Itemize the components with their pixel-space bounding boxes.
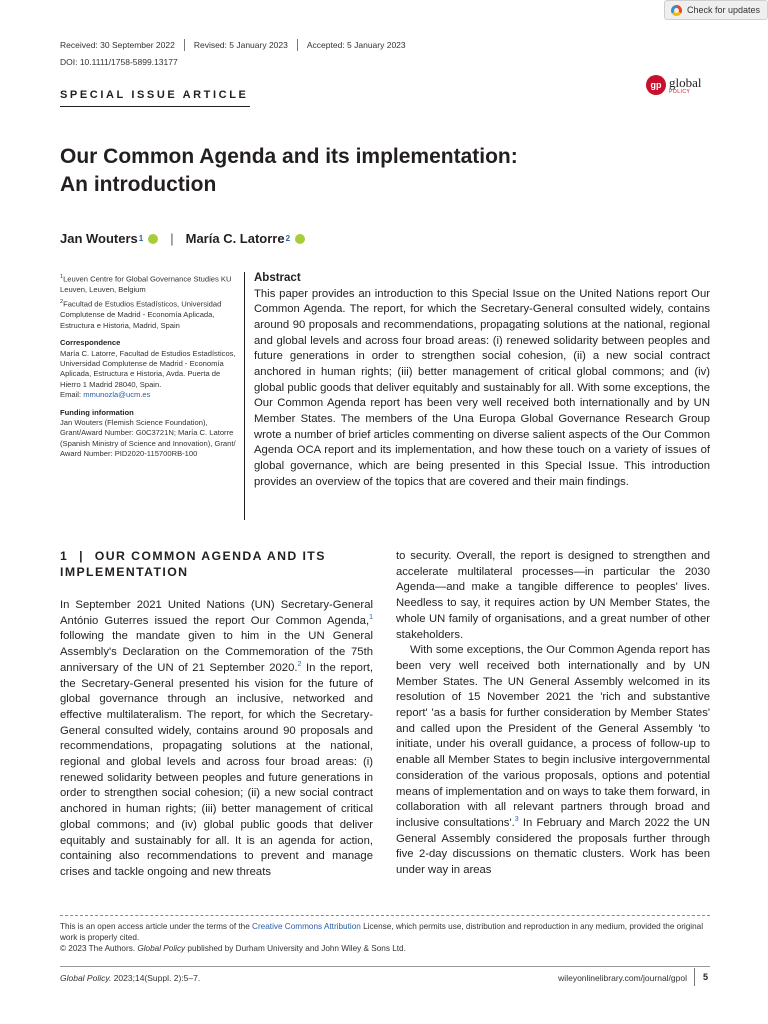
affiliation <box>60 272 238 295</box>
funding-heading: Funding information <box>60 407 134 417</box>
author-affiliation-sup: 1 <box>138 234 144 243</box>
affiliation <box>60 297 238 331</box>
footnote-ref[interactable]: 3 <box>514 816 519 824</box>
paragraph <box>396 549 710 643</box>
copyright-line <box>60 943 720 954</box>
email-link[interactable]: mmunozla@ucm.es <box>83 390 151 400</box>
logo-word: global <box>669 74 702 90</box>
affiliation-sup: 2 <box>60 299 64 306</box>
license-line <box>60 921 720 943</box>
abstract-text: This paper provides an introduction to this Special Issue on the United Nations report Our Common Agenda. The report, for which the Secretary-General consulted widely, contains around 90 proposals and recommendations, propagating solutions at the national, regional and global levels and across four broad areas: (i) renewed solidarity between peoples and future generations in order to strengthen social cohesion, (ii) a new social contract anchored in human rights; (iii) better management of critical global commons; and (iv) global public goods that deliver equitably and sustainably for all. With some exceptions, the Our Common Agenda report has been very well received both internationally and by UN Member States. The members of the Una Europa Global Governance Research Group wrote a number of brief articles commenting on diverse salient aspects of the Our Common Agenda OCA report and its implementation, and how these touch on a variety of issues of global governance, which are being presented in this Special Issue. This introduction provides an overview of the topics that are covered and their main findings. <box>254 287 710 488</box>
paragraph <box>396 643 710 879</box>
crossmark-icon <box>671 5 682 16</box>
affiliation-text: Leuven Centre for Global Governance Studies KU Leuven, Leuven, Belgium <box>60 274 232 294</box>
section-title: OUR COMMON AGENDA AND ITS IMPLEMENTATION <box>60 549 326 579</box>
copyright-text: © 2023 The Authors. <box>60 944 138 953</box>
body-column-right <box>396 549 710 879</box>
abstract-heading: Abstract <box>254 272 301 284</box>
check-for-updates-button[interactable] <box>664 0 768 20</box>
author-separator: | <box>170 231 174 246</box>
paragraph <box>60 598 373 881</box>
article-info-column <box>60 272 238 460</box>
doi[interactable]: DOI: 10.1111/1758-5899.13177 <box>60 57 178 67</box>
body-column-left <box>60 598 373 881</box>
paragraph-text: In February and March 2022 the UN General Assembly considered the proposals further through five 2-day discussions on thematic clusters. Work has been under way in areas <box>396 816 710 877</box>
citation <box>60 973 200 983</box>
received-date: Received: 30 September 2022 <box>60 40 175 50</box>
footnote-ref[interactable]: 2 <box>297 661 302 669</box>
author-name[interactable]: Jan Wouters <box>60 231 138 246</box>
funding-text: Jan Wouters (Flemish Science Foundation), Grant/Award Number: G0C3721N; María C. Latorre (Spanish Ministry of Science and Innovation), Grant/ Award Number: PID2020-115700RB-100 <box>60 417 236 459</box>
citation-journal: Global Policy. <box>60 973 112 983</box>
abstract <box>254 271 710 490</box>
check-for-updates-label: Check for updates <box>687 5 761 15</box>
section-number: 1 <box>60 549 69 563</box>
author-affiliation-sup: 2 <box>285 234 291 243</box>
orcid-icon[interactable] <box>148 234 158 244</box>
journal-logo <box>646 75 702 95</box>
citation-details: 2023;14(Suppl. 2):5–7. <box>111 973 201 983</box>
orcid-icon[interactable] <box>295 234 305 244</box>
paragraph-text: In September 2021 United Nations (UN) Secretary-General António Guterres issued the report Our Common Agenda, <box>60 599 373 627</box>
author-name[interactable]: María C. Latorre <box>185 231 285 246</box>
paragraph-text: to security. Overall, the report is designed to strengthen and accelerate multilateral processes—in particular the 2030 Agenda—and make a tangible difference to peoples' lives. Needless to say, it requires action by UN Member States, the whole UN family of organisations, and a great number of other stakeholders. <box>396 550 710 641</box>
affiliation-text: Facultad de Estudios Estadísticos, Universidad Complutense de Madrid - Economía Aplicada, Estructura e Historia, Madrid, Spain <box>60 299 222 330</box>
copyright-journal: Global Policy <box>137 944 186 953</box>
footnote-divider <box>60 915 710 916</box>
title-line-1: Our Common Agenda and its implementation: <box>60 145 518 168</box>
journal-website-link[interactable]: wileyonlinelibrary.com/journal/gpol <box>558 973 687 983</box>
page-number-separator <box>694 968 695 986</box>
section-heading <box>60 549 370 580</box>
revised-date: Revised: 5 January 2023 <box>184 39 297 51</box>
license-text: This is an open access article under the terms of the <box>60 922 253 931</box>
title-line-2: An introduction <box>60 173 217 196</box>
correspondence-email-line <box>60 390 238 400</box>
footer-rule <box>60 966 710 967</box>
logo-sub: POLICY <box>669 88 691 95</box>
cc-license-link[interactable]: Creative Commons Attribution <box>252 922 361 931</box>
affiliation-sup: 1 <box>60 274 64 280</box>
paragraph-text: In the report, the Secretary-General presented his vision for the future of global governance through an inclusive, networked and effective multilateralism. The report, for which the Secretary-General consulted widely, contains around 90 proposals and recommendations, propagating solutions at the national, regional and global levels and across four broad areas: (i) renewed solidarity between peoples and future generations in order to strengthen social cohesion; (ii) a new social contract anchored in human rights; (iii) better management of critical global commons; and (iv) global public goods that deliver equitably and sustainably for all. It is an agenda for action, containing also recommendations to prevent and manage crises and tackle ongoing and new threats <box>60 661 373 878</box>
copyright-text: published by Durham University and John Wiley & Sons Ltd. <box>185 944 406 953</box>
article-title <box>60 143 620 199</box>
abstract-divider <box>244 272 245 520</box>
license-text: License, which permits use, distribution and reproduction in any medium, provided the original work is properly cited. <box>60 922 704 942</box>
page-number: 5 <box>703 972 709 982</box>
footnote-ref[interactable]: 1 <box>369 613 373 621</box>
logo-mark: gp <box>646 75 666 95</box>
accepted-date: Accepted: 5 January 2023 <box>297 39 415 51</box>
email-label: Email: <box>60 390 82 400</box>
correspondence-heading: Correspondence <box>60 338 121 348</box>
article-dates <box>60 39 415 51</box>
section-separator: | <box>79 549 84 563</box>
license-notice <box>60 921 720 954</box>
author-list <box>60 231 305 246</box>
article-type: SPECIAL ISSUE ARTICLE <box>60 89 249 101</box>
correspondence-text: María C. Latorre, Facultad de Estudios Estadísticos, Universidad Complutense de Madrid - Economía Aplicada, Estructura e Historia, Avda. Puerta de Hierro 1 Madrid 28040, Spain. <box>60 348 236 389</box>
paragraph-text: With some exceptions, the Our Common Agenda report has been very well received both internationally and by UN Member States. The UN General Assembly welcomed in its resolution of 15 November 2021 the 'rich and substantive report' 'as a basis for further consideration by Member States' and called upon the President of the General Assembly 'to initiate, under his overall guidance, a process of follow-up to enable all Member States to begin inclusive intergovernmental consideration of the various proposals, options and potential means of implementation and on ways to take them forward, in collaboration with all relevant partners through broad and inclusive consultations'. <box>396 644 710 829</box>
article-type-underline <box>60 106 250 107</box>
paragraph-text: following the mandate given to him in the UN General Assembly's Declaration on the Commemoration of the 75th anniversary of the UN of 21 September 2020. <box>60 630 373 674</box>
